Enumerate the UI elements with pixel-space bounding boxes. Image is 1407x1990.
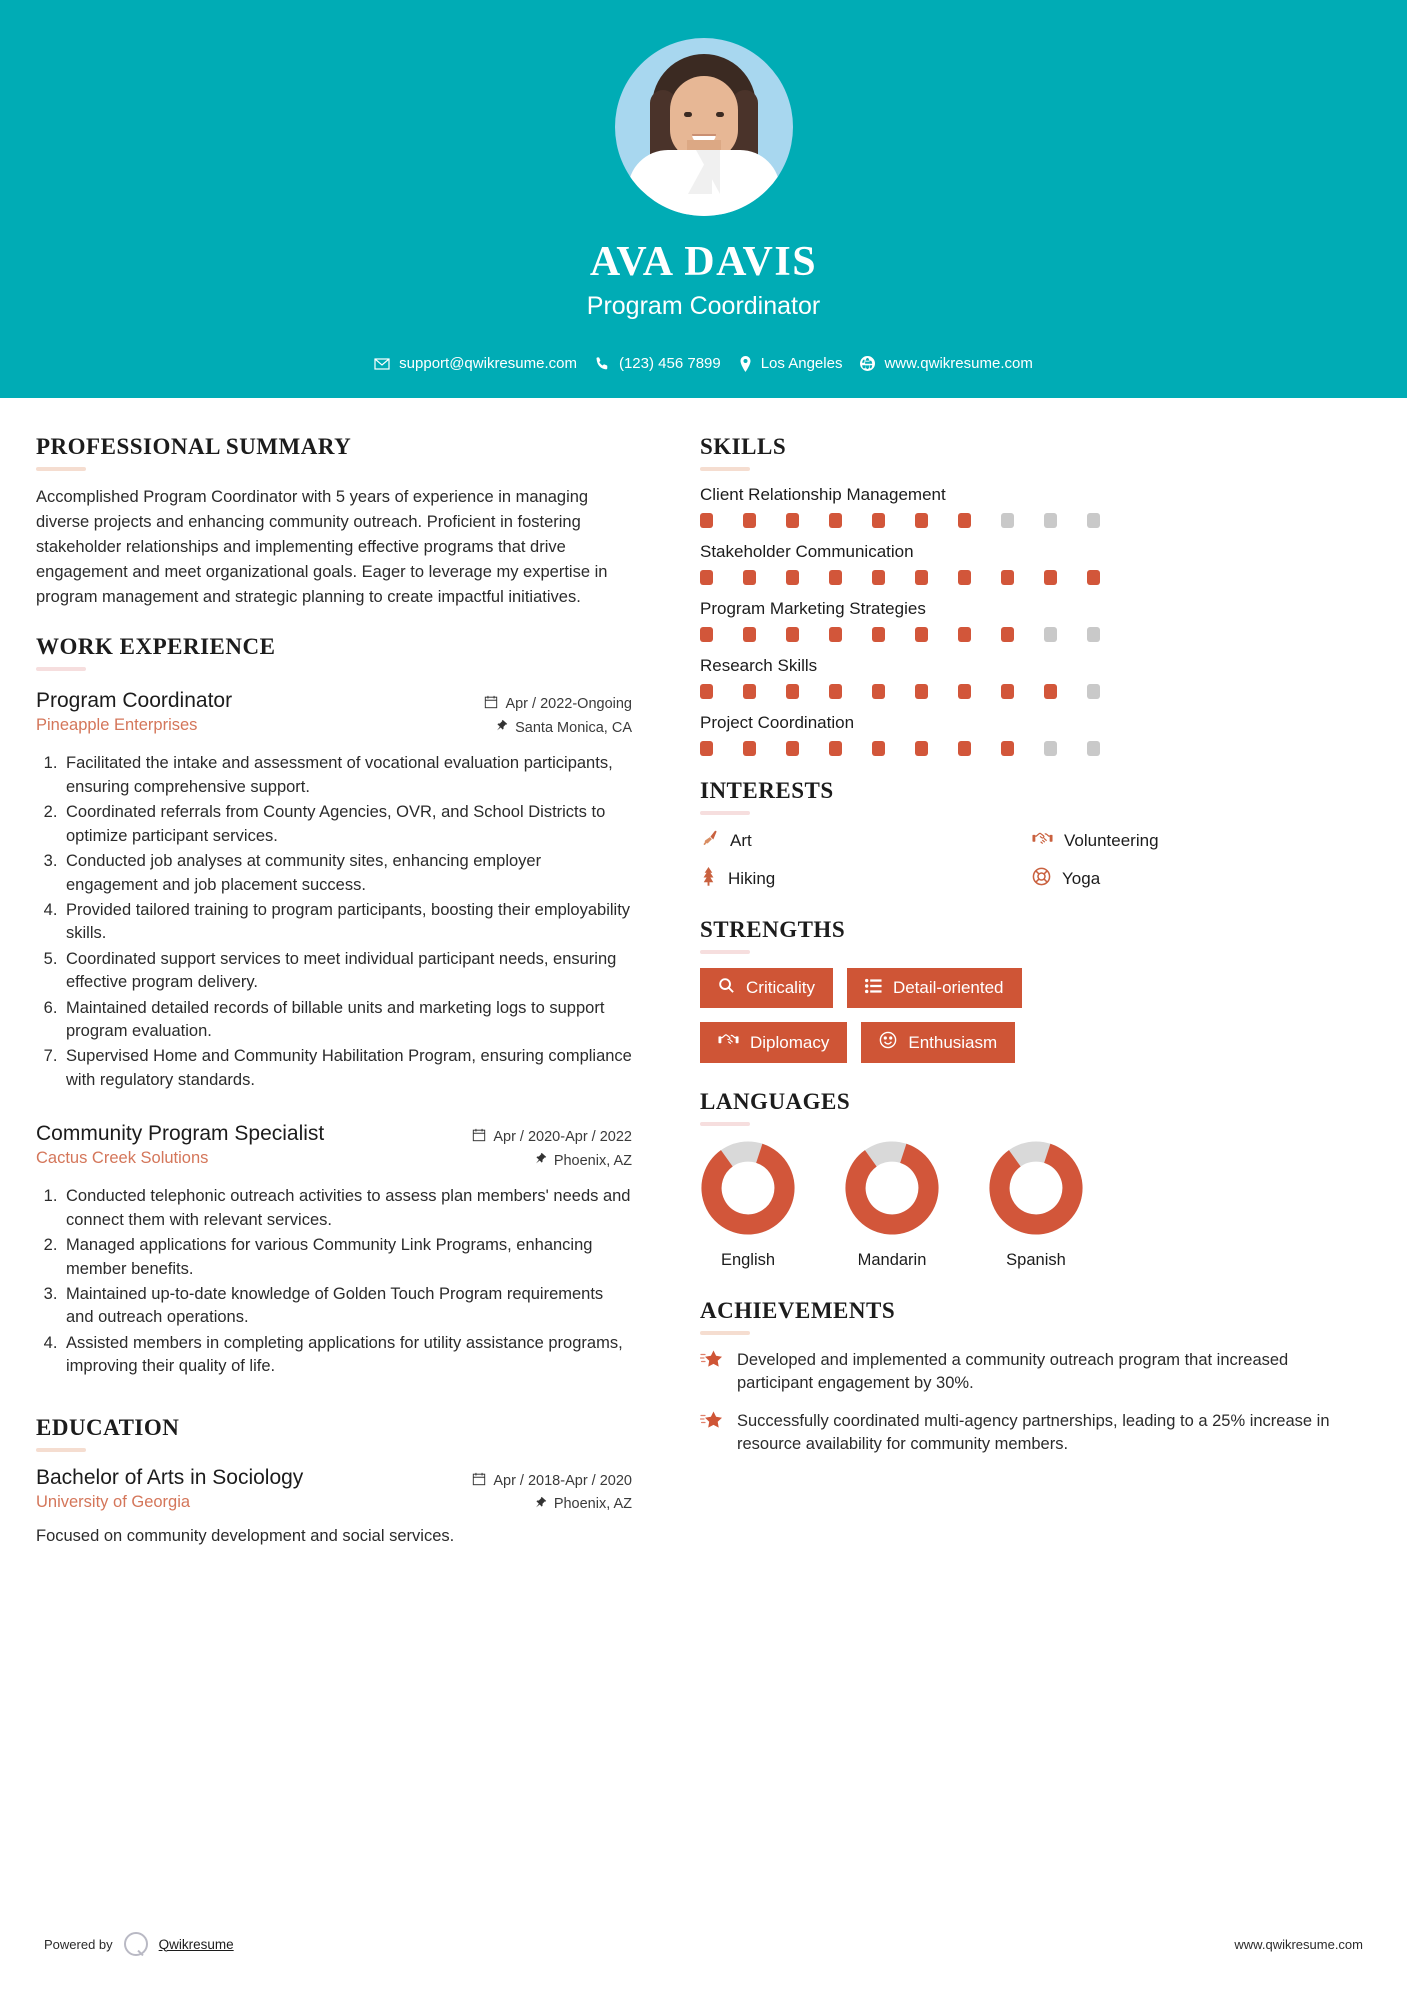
contact-location-text: Los Angeles <box>760 355 843 372</box>
language-label: Mandarin <box>857 1251 927 1269</box>
achievements-heading: ACHIEVEMENTS <box>700 1298 896 1323</box>
job-title: Community Program Specialist <box>36 1122 325 1146</box>
section-skills <box>700 434 1364 756</box>
work-entry <box>36 689 632 1092</box>
skill-dot <box>743 741 756 756</box>
job-location-row <box>472 1152 632 1169</box>
summary-heading: PROFESSIONAL SUMMARY <box>36 434 352 459</box>
skill-dot <box>915 627 928 642</box>
paintbrush-icon <box>700 829 719 853</box>
job-bullet: 7. Supervised Home and Community Habilitation Program, ensuring compliance with regulatory standards. <box>62 1045 632 1092</box>
qwikresume-logo-icon <box>124 1932 148 1956</box>
language-donut <box>844 1140 940 1236</box>
skill-dot <box>958 570 971 585</box>
language-label: English <box>720 1251 776 1269</box>
education-location-row <box>472 1496 632 1513</box>
strength-enthusiasm[interactable] <box>861 1022 1015 1063</box>
strength-label: Detail-oriented <box>892 978 1004 997</box>
achievements-rule <box>700 1331 750 1335</box>
skill-label: Research Skills <box>700 656 818 675</box>
achievement-item <box>700 1349 1364 1396</box>
language-label: Spanish <box>1006 1251 1066 1269</box>
education-rule <box>36 1448 86 1452</box>
skill-dot <box>700 627 713 642</box>
skill-dot <box>1087 570 1100 585</box>
lifebuoy-icon <box>1032 867 1051 891</box>
skill-dot <box>1087 741 1100 756</box>
resume-footer <box>0 1898 1407 1990</box>
skill-dot <box>786 684 799 699</box>
skill-dot <box>700 570 713 585</box>
achievement-text: Successfully coordinated multi-agency partnerships, leading to a 25% increase in resource availability for community members. <box>737 1411 1330 1454</box>
skill-label: Program Marketing Strategies <box>700 599 926 618</box>
interest-item <box>1032 829 1364 853</box>
interest-item <box>700 829 1032 853</box>
section-achievements <box>700 1298 1364 1457</box>
strengths-rule <box>700 950 750 954</box>
skill-item <box>700 485 1364 528</box>
interest-label: Art <box>730 831 752 850</box>
handshake-icon <box>718 1032 739 1053</box>
list-icon <box>865 978 882 999</box>
language-donut <box>700 1140 796 1236</box>
avatar-eye-left <box>684 112 692 117</box>
skill-dot <box>1001 684 1014 699</box>
education-entry-head <box>36 1466 632 1519</box>
skill-dot <box>786 570 799 585</box>
education-entry <box>36 1466 632 1546</box>
pushpin-icon <box>495 719 508 736</box>
work-entry-head <box>36 689 632 742</box>
contact-phone[interactable] <box>595 355 721 372</box>
skill-rating <box>700 684 1364 699</box>
phone-icon <box>595 356 610 371</box>
left-column <box>36 434 632 1546</box>
section-interests <box>700 778 1364 891</box>
strengths-list <box>700 968 1130 1063</box>
skill-dot <box>1087 513 1100 528</box>
contact-email-text: support@qwikresume.com <box>399 355 577 372</box>
smiley-icon <box>879 1031 897 1054</box>
contact-phone-text: (123) 456 7899 <box>618 355 721 372</box>
candidate-name: AVA DAVIS <box>589 239 818 285</box>
job-dates-row <box>484 695 632 713</box>
interest-label: Yoga <box>1062 869 1101 888</box>
skill-dot <box>915 513 928 528</box>
job-bullet: 1. Conducted telephonic outreach activities to assess plan members' needs and connect them with relevant services. <box>62 1185 632 1232</box>
skill-item <box>700 599 1364 642</box>
job-company: Cactus Creek Solutions <box>36 1149 209 1168</box>
contact-email[interactable] <box>374 355 577 372</box>
work-entry-meta <box>472 1122 632 1175</box>
job-location: Santa Monica, CA <box>515 719 632 736</box>
work-rule <box>36 667 86 671</box>
language-item <box>844 1140 940 1270</box>
star-icon <box>700 1410 724 1437</box>
skill-dot <box>700 513 713 528</box>
pushpin-icon <box>534 1152 547 1169</box>
interest-item <box>700 867 1032 891</box>
section-professional-summary <box>36 434 632 610</box>
skill-dot <box>1001 570 1014 585</box>
skill-dot <box>829 741 842 756</box>
section-strengths <box>700 917 1364 1063</box>
school-name: University of Georgia <box>36 1492 191 1511</box>
calendar-icon <box>472 1128 486 1146</box>
job-bullet: 2. Coordinated referrals from County Agencies, OVR, and School Districts to optimize participant services. <box>62 801 632 848</box>
tree-icon <box>700 867 717 891</box>
strength-diplomacy[interactable] <box>700 1022 847 1063</box>
contact-website[interactable] <box>860 355 1032 372</box>
skill-dot <box>700 741 713 756</box>
pushpin-icon <box>534 1496 547 1513</box>
skill-dot <box>872 627 885 642</box>
skill-dot <box>1001 513 1014 528</box>
job-title: Program Coordinator <box>36 689 233 713</box>
education-description: Focused on community development and social services. <box>36 1526 455 1545</box>
degree-title: Bachelor of Arts in Sociology <box>36 1465 304 1489</box>
job-location: Phoenix, AZ <box>553 1152 632 1169</box>
strengths-heading: STRENGTHS <box>700 917 846 942</box>
skill-rating <box>700 570 1364 585</box>
powered-by-label: Powered by <box>44 1936 113 1952</box>
work-entry <box>36 1122 632 1378</box>
avatar <box>615 38 793 216</box>
skill-dot <box>958 684 971 699</box>
skill-dot <box>872 513 885 528</box>
achievement-text: Developed and implemented a community outreach program that increased participant engagement by 30%. <box>737 1351 1289 1393</box>
job-bullet: 2. Managed applications for various Community Link Programs, enhancing member benefits. <box>62 1234 632 1281</box>
section-work-experience <box>36 634 632 1378</box>
skill-dot <box>872 684 885 699</box>
skill-dot <box>1087 627 1100 642</box>
search-icon <box>718 977 735 999</box>
skill-dot <box>829 570 842 585</box>
job-dates: Apr / 2020-Apr / 2022 <box>493 1129 632 1146</box>
skill-dot <box>786 741 799 756</box>
summary-rule <box>36 467 86 471</box>
skill-rating <box>700 741 1364 756</box>
skill-label: Client Relationship Management <box>700 485 946 504</box>
skill-item <box>700 542 1364 585</box>
calendar-icon <box>472 1472 486 1490</box>
languages-rule <box>700 1122 750 1126</box>
job-bullet: 6. Maintained detailed records of billable units and marketing logs to support program evaluation. <box>62 997 632 1044</box>
job-company: Pineapple Enterprises <box>36 716 198 735</box>
skill-dot <box>786 513 799 528</box>
skill-item <box>700 656 1364 699</box>
avatar-collar-right <box>696 150 720 194</box>
skill-dot <box>829 684 842 699</box>
languages-heading: LANGUAGES <box>700 1089 851 1114</box>
language-item <box>700 1140 796 1270</box>
job-bullets <box>62 752 632 1092</box>
avatar-illustration <box>634 38 774 216</box>
skill-rating <box>700 627 1364 642</box>
job-bullet: 3. Conducted job analyses at community sites, enhancing employer engagement and job placement success. <box>62 850 632 897</box>
interests-rule <box>700 811 750 815</box>
section-education <box>36 1415 632 1546</box>
work-heading: WORK EXPERIENCE <box>36 634 276 660</box>
education-dates: Apr / 2018-Apr / 2020 <box>493 1472 632 1489</box>
strength-label: Enthusiasm <box>908 1032 998 1052</box>
contact-website-text: www.qwikresume.com <box>884 355 1033 372</box>
job-bullet: 5. Coordinated support services to meet individual participant needs, ensuring effective program delivery. <box>62 948 632 995</box>
job-location-row <box>484 719 632 736</box>
skill-dot <box>786 627 799 642</box>
skill-label: Project Coordination <box>700 713 855 732</box>
skill-dot <box>1044 741 1057 756</box>
work-entry-meta <box>484 689 632 742</box>
skill-dot <box>958 627 971 642</box>
job-bullet: 1. Facilitated the intake and assessment of vocational evaluation participants, ensuring comprehensive support. <box>62 752 632 799</box>
skill-dot <box>743 570 756 585</box>
skill-dot <box>915 570 928 585</box>
qwikresume-brand-link[interactable]: Qwikresume <box>158 1936 234 1952</box>
skill-dot <box>958 741 971 756</box>
skill-dot <box>915 684 928 699</box>
right-column <box>664 434 1364 1546</box>
skill-dot <box>743 513 756 528</box>
work-entry-head <box>36 1122 632 1175</box>
skill-dot <box>1001 741 1014 756</box>
section-languages <box>700 1089 1364 1270</box>
skill-dot <box>829 513 842 528</box>
skill-label: Stakeholder Communication <box>700 542 914 561</box>
education-entry-left <box>36 1466 303 1512</box>
contact-row <box>374 355 1033 372</box>
star-icon <box>700 1349 724 1376</box>
interests-grid <box>700 829 1364 891</box>
education-heading: EDUCATION <box>36 1414 180 1440</box>
resume-body <box>0 398 1407 1546</box>
powered-by-block <box>44 1932 234 1956</box>
strength-label: Criticality <box>746 978 815 997</box>
avatar-eye-right <box>716 112 724 117</box>
skill-dot <box>700 684 713 699</box>
footer-website[interactable]: www.qwikresume.com <box>1234 1936 1363 1952</box>
map-pin-icon <box>739 356 752 372</box>
work-entry-left <box>36 689 232 735</box>
languages-list <box>700 1140 1364 1270</box>
skill-dot <box>1001 627 1014 642</box>
education-entry-meta <box>472 1466 632 1519</box>
resume-header <box>0 0 1407 398</box>
envelope-icon <box>374 356 390 372</box>
job-bullet: 3. Maintained up-to-date knowledge of Golden Touch Program requirements and outreach operations. <box>62 1283 632 1330</box>
skill-dot <box>743 627 756 642</box>
skill-dot <box>829 627 842 642</box>
job-dates: Apr / 2022-Ongoing <box>505 696 632 713</box>
work-entry-left <box>36 1122 324 1168</box>
skill-dot <box>1087 684 1100 699</box>
interest-item <box>1032 867 1364 891</box>
job-dates-row <box>472 1128 632 1146</box>
skill-item <box>700 713 1364 756</box>
calendar-icon <box>484 695 498 713</box>
skill-dot <box>1044 684 1057 699</box>
strength-label: Diplomacy <box>750 1032 830 1052</box>
summary-text: Accomplished Program Coordinator with 5 years of experience in managing diverse projects and enhancing community outreach. Proficient in fostering stakeholder relationships and implementing effective programs that drive engagement and meet organizational goals. Eager to leverage my expertise in program management and strategic planning to create impactful initiatives. <box>36 488 608 607</box>
strength-detail-oriented[interactable] <box>847 968 1022 1008</box>
skills-heading: SKILLS <box>700 434 787 459</box>
handshake-icon <box>1032 830 1053 852</box>
interest-label: Hiking <box>728 869 776 888</box>
achievement-item <box>700 1410 1364 1457</box>
education-location: Phoenix, AZ <box>553 1496 632 1513</box>
skills-rule <box>700 467 750 471</box>
interests-heading: INTERESTS <box>700 778 834 803</box>
strength-criticality[interactable] <box>700 968 833 1008</box>
interest-label: Volunteering <box>1064 831 1159 850</box>
job-bullet: 4. Provided tailored training to program participants, boosting their employability skills. <box>62 899 632 946</box>
language-donut <box>988 1140 1084 1236</box>
language-item <box>988 1140 1084 1270</box>
skills-list <box>700 485 1364 756</box>
education-dates-row <box>472 1472 632 1490</box>
globe-icon <box>860 356 875 371</box>
skill-dot <box>915 741 928 756</box>
skill-dot <box>743 684 756 699</box>
contact-location[interactable] <box>739 355 843 372</box>
candidate-role: Program Coordinator <box>586 292 821 320</box>
job-bullet: 4. Assisted members in completing applications for utility assistance programs, improving their quality of life. <box>62 1332 632 1379</box>
job-bullets <box>62 1185 632 1378</box>
skill-dot <box>872 741 885 756</box>
skill-dot <box>1044 513 1057 528</box>
skill-rating <box>700 513 1364 528</box>
skill-dot <box>1044 627 1057 642</box>
skill-dot <box>1044 570 1057 585</box>
skill-dot <box>872 570 885 585</box>
skill-dot <box>958 513 971 528</box>
